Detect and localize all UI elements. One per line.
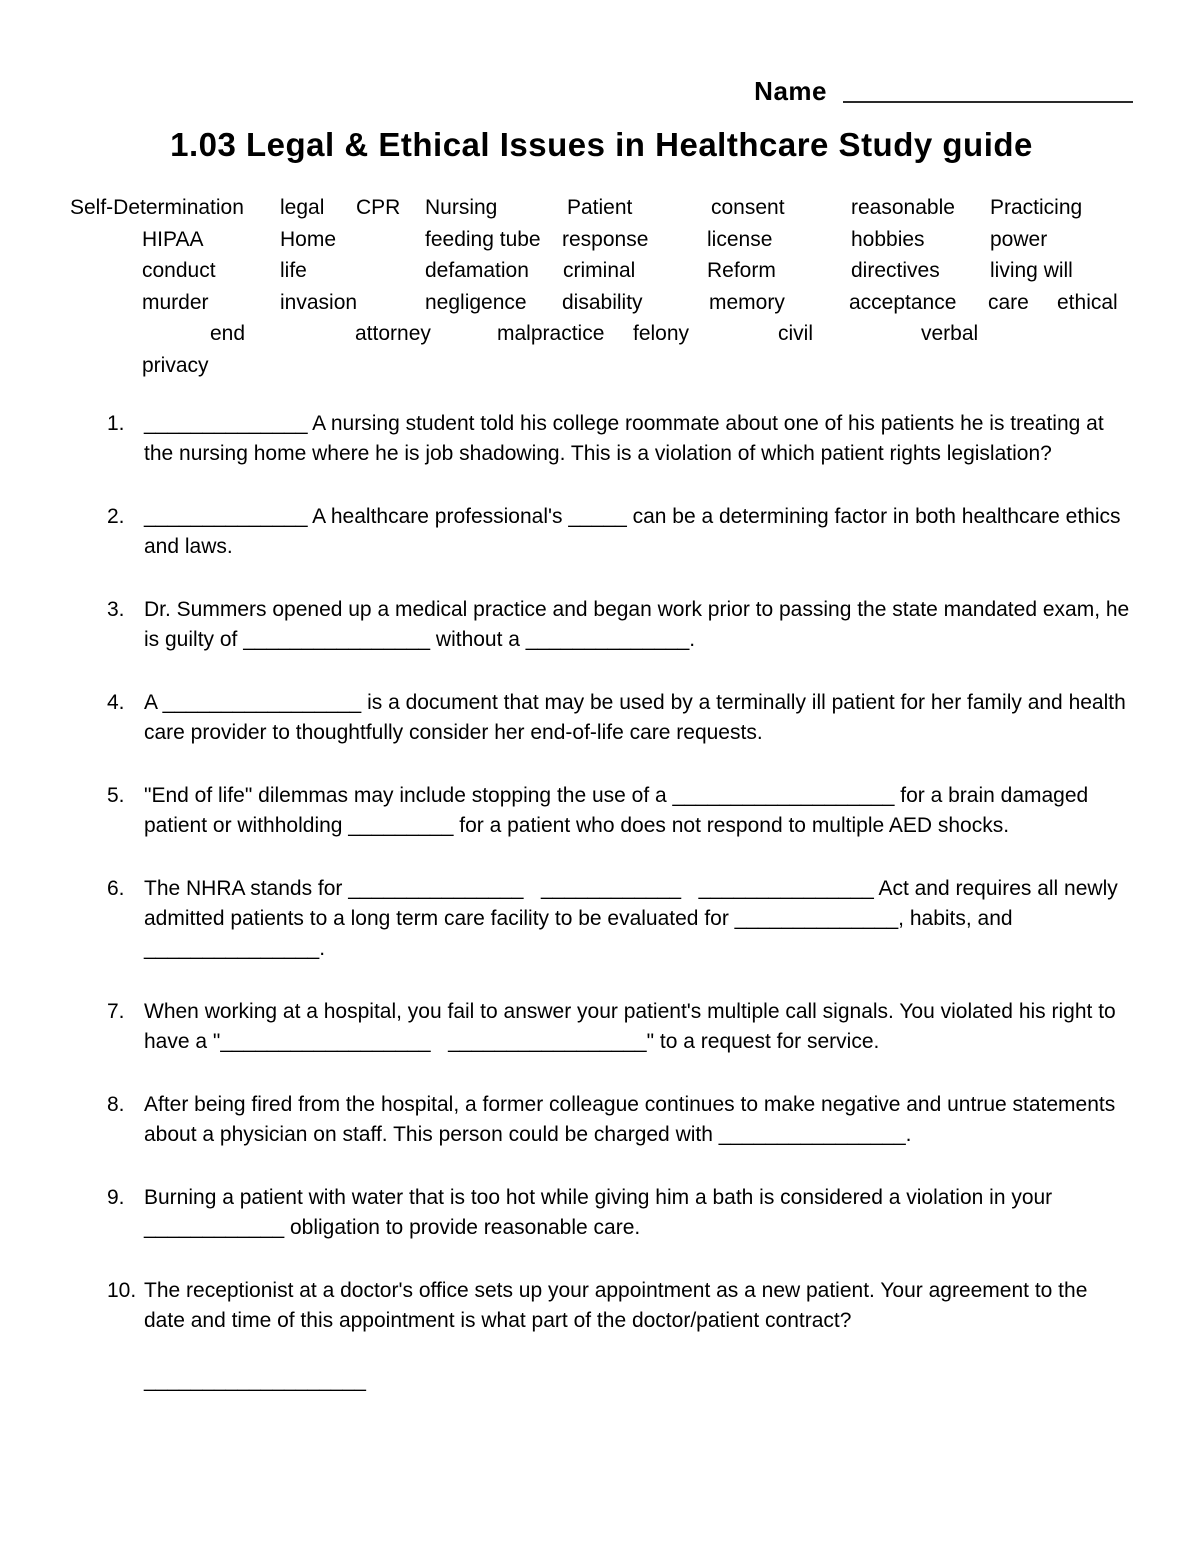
word-bank-term: response	[562, 227, 649, 251]
word-bank-row	[70, 318, 1133, 350]
word-bank-term: malpractice	[497, 322, 605, 345]
name-label: Name	[754, 76, 827, 106]
question-number: 1.	[107, 412, 125, 435]
question-item	[107, 1090, 1133, 1150]
word-bank-term: verbal	[921, 322, 979, 345]
question-text: When working at a hospital, you fail to answer your patient's multiple call signals. You violated his right to have a "__________________ _________________" to a request for service.	[144, 1000, 1122, 1053]
word-bank-term: Practicing	[990, 196, 1083, 219]
word-bank-term: Self-Determination	[70, 196, 244, 219]
word-bank-row	[70, 350, 1133, 382]
word-bank-term: care	[988, 290, 1029, 314]
question-item	[107, 1276, 1133, 1396]
word-bank-term: criminal	[563, 259, 636, 282]
word-bank-term: HIPAA	[142, 227, 204, 251]
word-bank-term: consent	[711, 196, 785, 219]
word-bank-term: privacy	[142, 353, 209, 377]
page-title: 1.03 Legal & Ethical Issues in Healthcare Study guide	[170, 126, 1033, 163]
word-bank-term: murder	[142, 290, 209, 314]
word-bank-term: directives	[851, 259, 940, 282]
question-text: Burning a patient with water that is too hot while giving him a bath is considered a violation in your ____________ obligation to provide reasonable care.	[144, 1186, 1059, 1239]
question-item	[107, 997, 1133, 1057]
question-text: The NHRA stands for _______________ ____________ _______________ Act and requires all newly admitted patients to a long term care facility to be evaluated for ______________, habits, and _______________.	[144, 877, 1124, 960]
question-item	[107, 595, 1136, 655]
name-row	[70, 68, 1133, 104]
question-item	[107, 781, 1133, 841]
word-bank-row	[70, 192, 1133, 224]
question-text: The receptionist at a doctor's office sets up your appointment as a new patient. Your agreement to the date and time of this appointment is what part of the doctor/patient contract? ___________________	[144, 1276, 1133, 1396]
word-bank-term: Home	[280, 227, 337, 251]
word-bank-term: Reform	[707, 259, 776, 282]
question-item	[107, 1183, 1133, 1243]
question-number: 3.	[107, 598, 125, 621]
word-bank-row	[70, 255, 1133, 287]
question-text: After being fired from the hospital, a former colleague continues to make negative and untrue statements about a physician on staff. This person could be charged with ________________.	[144, 1093, 1122, 1146]
word-bank-term: power	[990, 227, 1048, 251]
question-text: A _________________ is a document that may be used by a terminally ill patient for her family and health care provider to thoughtfully consider her end-of-life care requests.	[144, 691, 1132, 744]
word-bank-term: negligence	[425, 290, 527, 314]
word-bank-term: defamation	[425, 259, 529, 282]
word-bank-term: CPR	[356, 196, 401, 219]
word-bank-term: felony	[633, 322, 690, 345]
question-text: ______________ A healthcare professional's _____ can be a determining factor in both healthcare ethics and laws.	[144, 505, 1127, 558]
question-number: 9.	[107, 1186, 125, 1209]
question-item	[107, 688, 1133, 748]
word-bank-term: attorney	[355, 322, 431, 345]
word-bank-term: license	[707, 227, 773, 251]
name-blank-line	[843, 101, 1133, 103]
word-bank-term: civil	[778, 322, 813, 345]
question-item	[107, 502, 1133, 562]
word-bank-term: invasion	[280, 290, 358, 314]
question-number: 10.	[107, 1279, 137, 1302]
question-number: 4.	[107, 691, 125, 714]
word-bank-term: acceptance	[849, 290, 957, 314]
word-bank-term: disability	[562, 290, 643, 314]
word-bank-term: reasonable	[851, 196, 955, 219]
word-bank-row	[70, 287, 1133, 319]
word-bank-term: feeding tube	[425, 227, 541, 251]
word-bank-term: Nursing	[425, 196, 498, 219]
word-bank-row	[70, 224, 1133, 256]
word-bank-term: memory	[709, 290, 785, 314]
answer-blank-line: ___________________	[144, 1369, 366, 1392]
question-number: 7.	[107, 1000, 125, 1023]
question-number: 5.	[107, 784, 125, 807]
question-text: Dr. Summers opened up a medical practice and began work prior to passing the state mandated exam, he is guilty of ________________ without a ______________.	[144, 598, 1136, 651]
word-bank-term: living will	[990, 259, 1073, 282]
question-item	[107, 874, 1133, 964]
word-bank-term: life	[280, 259, 307, 282]
word-bank-term: ethical	[1057, 290, 1118, 314]
question-number: 8.	[107, 1093, 125, 1116]
question-list	[70, 409, 1136, 1396]
word-bank-term: conduct	[142, 259, 216, 282]
word-bank-term: end	[210, 322, 246, 345]
question-text: ______________ A nursing student told his college roommate about one of his patients he is treating at the nursing home where he is job shadowing. This is a violation of which patient rights legislation?	[144, 412, 1110, 465]
word-bank	[70, 192, 1133, 381]
question-text: "End of life" dilemmas may include stopping the use of a ___________________ for a brain damaged patient or withholding _________ for a patient who does not respond to multiple AED shocks.	[144, 784, 1095, 837]
word-bank-term: Patient	[567, 196, 633, 219]
question-number: 6.	[107, 877, 125, 900]
question-item	[107, 409, 1133, 469]
question-number: 2.	[107, 505, 125, 528]
word-bank-term: legal	[280, 196, 325, 219]
word-bank-term: hobbies	[851, 227, 925, 251]
